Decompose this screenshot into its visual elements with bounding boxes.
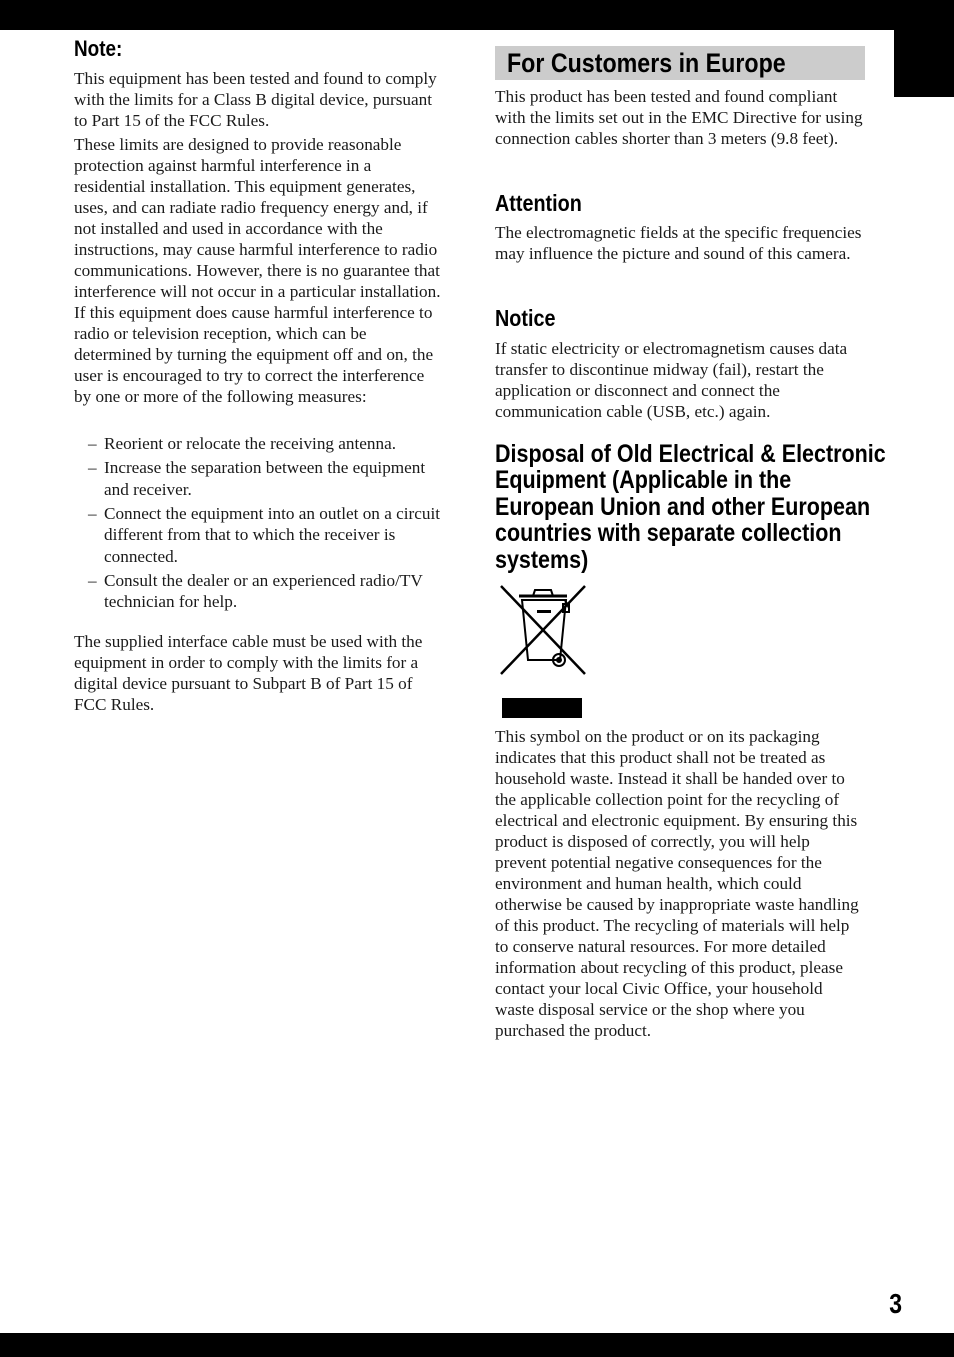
attention-paragraph: The electromagnetic fields at the specific frequencies may influence the picture and sound of this camera. [495,223,862,263]
section-banner [495,46,865,80]
interference-paragraph: These limits are designed to provide reasonable protection against harmful interference in a residential installation. This equipment generates, uses, and can radiate radio frequency energy and, if not installed and used in accordance with the instructions, may cause harmful interference to radio communications. However, there is no guarantee that interference will not occur in a particular installation. If this equipment does cause harmful interference to radio or television reception, which can be determined by turning the equipment off and on, the user is encouraged to try to correct the interference by one or more of the following measures: [74,135,441,406]
interface-cable-paragraph: The supplied interface cable must be used with the equipment in order to comply with the limits for a digital device pursuant to Subpart B of Part 15 of FCC Rules. [74,632,423,714]
notice-paragraph: If static electricity or electromagnetism causes data transfer to discontinue midway (fail), restart the application or disconnect and connect the communication cable (USB, etc.) again. [495,339,848,421]
list-item: – Consult the dealer or an experienced radio/TV technician for help. [88,570,423,611]
list-item: – Connect the equipment into an outlet on a circuit different from that to which the receiver is connected. [88,503,441,566]
page-number: 3 [889,1288,902,1319]
list-item: – Increase the separation between the equipment and receiver. [88,458,426,499]
fcc-compliance-paragraph: This equipment has been tested and found to comply with the limits for a Class B digital device, pursuant to Part 15 of the FCC Rules. [74,69,437,130]
disposal-heading: Disposal of Old Electrical & Electronic Equipment (Applicable in the European Union and other European countries with separate collection systems) [495,440,886,574]
top-black-bar [0,0,954,30]
disposal-paragraph: This symbol on the product or on its packaging indicates that this product shall not be treated as household waste. Instead it shall be handed over to the applicable collection point for the recycling of electrical and electronic equipment. By ensuring this product is disposed of correctly, you will help prevent potential negative consequences for the environment and human health, which could otherwise be caused by inappropriate waste handling of this product. The recycling of materials will help to conserve natural resources. For more detailed information about recycling of this product, please contact your local Civic Office, your household waste disposal service or the shop where you purchased the product. [495,727,859,1040]
crossed-out-wheelie-bin-icon [497,582,589,678]
bin-underline-bar [502,698,582,718]
attention-heading: Attention [495,190,582,216]
measures-list [88,433,448,615]
section-tab-marker [894,30,954,97]
bottom-black-bar [0,1333,954,1357]
banner-title: For Customers in Europe [507,48,786,78]
notice-heading: Notice [495,305,556,331]
list-item: – Reorient or relocate the receiving antenna. [88,434,397,453]
europe-paragraph: This product has been tested and found compliant with the limits set out in the EMC Directive for using connection cables shorter than 3 meters (9.8 feet). [495,87,863,148]
note-heading: Note: [74,36,123,61]
